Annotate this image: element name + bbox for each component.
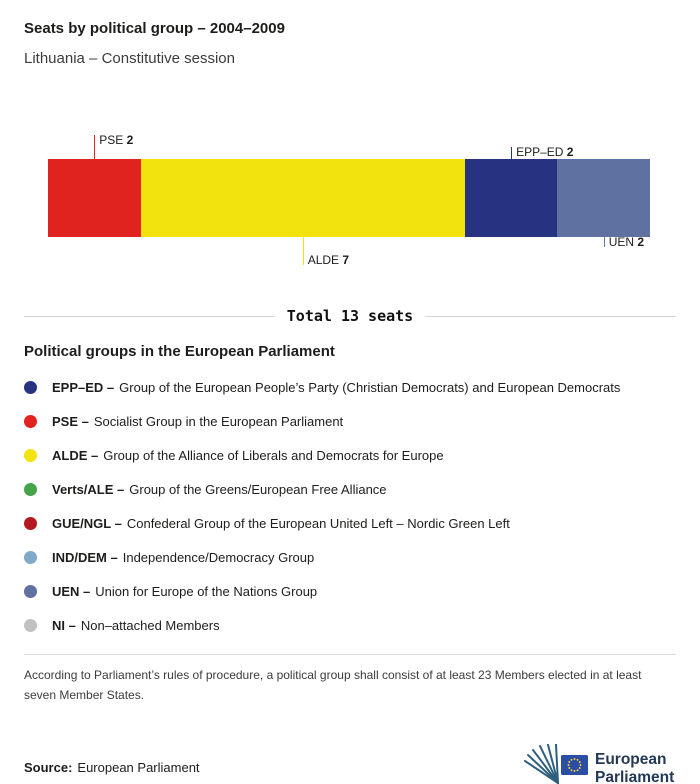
seats-chart [48, 117, 650, 279]
eu-flag-icon [561, 755, 588, 775]
total-seats-label: Total 13 seats [286, 307, 414, 325]
legend-list [24, 370, 676, 642]
legend-dot-uen [24, 585, 37, 598]
stacked-bar [48, 159, 650, 237]
legend-description: Group of the Alliance of Liberals and Democrats for Europe [103, 447, 444, 463]
bar-segment-uen [557, 159, 650, 237]
legend-item-ind-dem [24, 540, 676, 574]
total-seats-row [24, 307, 676, 325]
hemicycle-icon [525, 745, 558, 784]
legend-dot-epp-ed [24, 381, 37, 394]
bar-segment-epp-ed [465, 159, 558, 237]
legend-abbr: UEN – [52, 583, 91, 599]
legend-abbr: GUE/NGL – [52, 515, 122, 531]
logo-text-line2: Parliament [595, 769, 675, 784]
divider-right [425, 316, 676, 317]
legend-description: Independence/Democracy Group [122, 549, 315, 565]
footer [24, 744, 676, 784]
legend-dot-ind-dem [24, 551, 37, 564]
logo-text-line1: European [595, 751, 667, 768]
footnote-divider [24, 654, 676, 655]
legend-item-epp-ed [24, 370, 676, 404]
legend-dot-alde [24, 449, 37, 462]
legend-dot-pse [24, 415, 37, 428]
legend-dot-verts-ale [24, 483, 37, 496]
european-parliament-logo-graphic [524, 744, 676, 784]
legend-abbr: EPP–ED – [52, 379, 115, 395]
legend-abbr: PSE – [52, 413, 89, 429]
legend-abbr: Verts/ALE – [52, 481, 125, 497]
legend-description: Non–attached Members [80, 617, 220, 633]
bar-segment-alde [141, 159, 465, 237]
legend-item-pse [24, 404, 676, 438]
footnote: According to Parliament’s rules of procedure, a political group shall consist of at least 23 Members elected in at least seven Member States. [24, 668, 642, 703]
legend-item-ni [24, 608, 676, 642]
bar-callout-label-pse: PSE 2 [99, 133, 134, 147]
legend-description: Group of the Greens/European Free Alliance [129, 481, 387, 497]
bar-callout-pse [94, 133, 134, 159]
legend-abbr: IND/DEM – [52, 549, 118, 565]
bar-callout-epp-ed [511, 145, 574, 159]
legend-dot-ni [24, 619, 37, 632]
bar-segment-pse [48, 159, 141, 237]
legend-item-verts-ale [24, 472, 676, 506]
page-title: Seats by political group – 2004–2009 [24, 20, 285, 37]
bar-callout-uen [604, 235, 645, 249]
bar-labels-above [48, 117, 650, 159]
legend-description: Confederal Group of the European United Left – Nordic Green Left [126, 515, 510, 531]
legend-abbr: NI – [52, 617, 76, 633]
bar-labels-below [48, 237, 650, 279]
source-label: Source: [24, 759, 73, 775]
page-subtitle: Lithuania – Constitutive session [24, 50, 235, 67]
bar-callout-alde [303, 237, 350, 267]
legend-item-alde [24, 438, 676, 472]
bar-callout-label-epp-ed: EPP–ED 2 [516, 145, 574, 159]
divider-left [24, 316, 275, 317]
legend-dot-gue-ngl [24, 517, 37, 530]
bar-callout-label-alde: ALDE 7 [307, 253, 350, 267]
european-parliament-logo [524, 744, 676, 784]
legend-description: Union for Europe of the Nations Group [95, 583, 318, 599]
source-line [24, 760, 200, 775]
legend-abbr: ALDE – [52, 447, 99, 463]
bar-callout-label-uen: UEN 2 [608, 235, 645, 249]
legend-item-uen [24, 574, 676, 608]
page [0, 20, 700, 784]
legend-description: Socialist Group in the European Parliament [93, 413, 344, 429]
legend-item-gue-ngl [24, 506, 676, 540]
source-value: European Parliament [77, 759, 200, 775]
legend-description: Group of the European People’s Party (Christian Democrats) and European Democrats [119, 379, 621, 395]
legend-heading: Political groups in the European Parliament [24, 343, 335, 360]
